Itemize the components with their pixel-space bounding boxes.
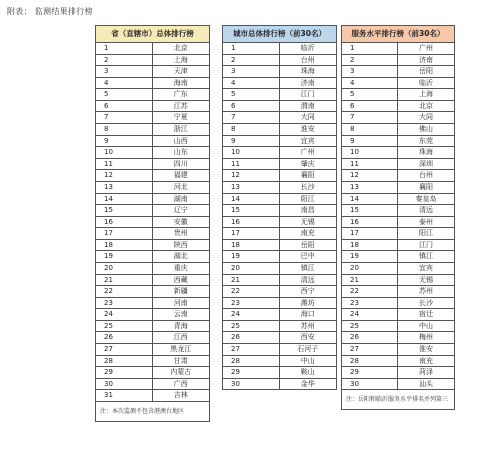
rank-cell: 28 [223, 356, 280, 367]
name-cell: 淮安 [419, 345, 433, 354]
rank-cell: 21 [96, 275, 153, 286]
table-row [342, 321, 454, 333]
table-row [96, 101, 209, 113]
rank-cell: 4 [96, 78, 153, 89]
name-cell: 河北 [173, 182, 188, 191]
table-row [223, 194, 336, 206]
rank-cell: 10 [342, 147, 398, 158]
rank-cell: 9 [342, 136, 398, 147]
rank-cell: 13 [223, 182, 280, 193]
name-cell: 中山 [300, 356, 315, 365]
name-cell: 苏州 [419, 287, 433, 296]
name-cell: 珠海 [300, 67, 315, 76]
table-row [223, 89, 336, 101]
rank-cell: 23 [342, 298, 398, 309]
rank-cell: 13 [342, 182, 398, 193]
table-row [223, 332, 336, 344]
table-row [96, 379, 209, 391]
name-cell: 广东 [173, 90, 188, 99]
table-row [223, 240, 336, 252]
name-cell: 西藏 [173, 275, 188, 284]
name-cell: 南充 [300, 229, 315, 238]
table-row [342, 89, 454, 101]
rank-cell: 14 [96, 194, 153, 205]
rank-cell: 30 [223, 379, 280, 390]
rank-cell: 10 [96, 147, 153, 158]
city-ranking-table [222, 25, 337, 390]
rank-cell: 21 [223, 275, 280, 286]
rank-cell: 13 [96, 182, 153, 193]
name-cell: 江门 [419, 240, 433, 249]
rank-cell: 6 [96, 101, 153, 112]
table-row [342, 309, 454, 321]
name-cell: 江西 [173, 333, 188, 342]
rank-cell: 7 [342, 112, 398, 123]
table-row [223, 356, 336, 368]
table-row [96, 344, 209, 356]
rank-cell: 27 [96, 344, 153, 355]
service-ranking-table [341, 25, 455, 410]
name-cell: 东莞 [419, 136, 433, 145]
table-title: 城市总体排行榜（前30名） [223, 26, 336, 43]
name-cell: 阳江 [419, 229, 433, 238]
table-row [342, 55, 454, 67]
rank-cell: 31 [96, 390, 153, 401]
name-cell: 珠海 [419, 148, 433, 157]
table-row [342, 344, 454, 356]
name-cell: 天津 [173, 67, 188, 76]
rank-cell: 12 [342, 170, 398, 181]
table-row [223, 136, 336, 148]
table-row [223, 321, 336, 333]
table-row [342, 147, 454, 159]
name-cell: 上海 [173, 55, 188, 64]
rank-cell: 30 [96, 379, 153, 390]
table-row [223, 275, 336, 287]
rank-cell: 29 [223, 367, 280, 378]
table-title: 服务水平排行榜（前30名） [342, 26, 454, 43]
table-row [342, 356, 454, 368]
rank-cell: 4 [223, 78, 280, 89]
rank-cell: 14 [342, 194, 398, 205]
rank-cell: 30 [342, 379, 398, 390]
table-row [96, 251, 209, 263]
table-row [223, 147, 336, 159]
table-row [96, 205, 209, 217]
rank-cell: 9 [96, 136, 153, 147]
rank-cell: 17 [96, 228, 153, 239]
rank-cell: 1 [96, 43, 153, 54]
rank-cell: 29 [342, 367, 398, 378]
table-row [96, 124, 209, 136]
table-row [96, 170, 209, 182]
rank-cell: 19 [96, 251, 153, 262]
name-cell: 梅州 [419, 333, 433, 342]
name-cell: 阳江 [300, 194, 315, 203]
rank-cell: 8 [342, 124, 398, 135]
table-row [342, 275, 454, 287]
rank-cell: 8 [223, 124, 280, 135]
table-row [223, 124, 336, 136]
rank-cell: 27 [223, 344, 280, 355]
table-row [223, 379, 336, 390]
table-row [342, 136, 454, 148]
name-cell: 深圳 [419, 159, 433, 168]
name-cell: 西安 [300, 333, 315, 342]
table-row [223, 112, 336, 124]
rank-cell: 14 [223, 194, 280, 205]
table-row [96, 217, 209, 229]
rank-cell: 28 [342, 356, 398, 367]
rank-cell: 15 [96, 205, 153, 216]
name-cell: 北京 [173, 44, 188, 52]
name-cell: 济南 [300, 78, 315, 87]
province-ranking-table [95, 25, 210, 422]
name-cell: 清远 [300, 275, 315, 284]
name-cell: 江门 [300, 90, 315, 99]
rank-cell: 22 [96, 286, 153, 297]
name-cell: 江苏 [173, 101, 188, 110]
name-cell: 秦皇岛 [415, 194, 437, 203]
rank-cell: 18 [223, 240, 280, 251]
name-cell: 菏泽 [419, 368, 433, 377]
rank-cell: 12 [96, 170, 153, 181]
table-row [96, 356, 209, 368]
name-cell: 镇江 [419, 252, 433, 261]
rank-cell: 24 [223, 309, 280, 320]
table-row [96, 228, 209, 240]
rank-cell: 7 [223, 112, 280, 123]
name-cell: 湖南 [173, 194, 188, 203]
name-cell: 佛山 [419, 125, 433, 134]
rank-cell: 2 [342, 55, 398, 66]
table-row [96, 147, 209, 159]
table-row [223, 170, 336, 182]
name-cell: 陕西 [173, 240, 188, 249]
name-cell: 襄阳 [300, 171, 315, 180]
name-cell: 重庆 [173, 263, 188, 272]
name-cell: 新疆 [173, 287, 188, 296]
rank-cell: 21 [342, 275, 398, 286]
rank-cell: 10 [223, 147, 280, 158]
table-row [342, 205, 454, 217]
table-row [223, 367, 336, 379]
table-rows [342, 43, 454, 389]
name-cell: 辽宁 [173, 206, 188, 215]
name-cell: 宜宾 [300, 136, 315, 145]
name-cell: 上海 [419, 90, 433, 99]
name-cell: 无锡 [300, 217, 315, 226]
name-cell: 四川 [173, 159, 188, 168]
table-rows [223, 43, 336, 389]
rank-cell: 26 [96, 332, 153, 343]
name-cell: 临沂 [300, 44, 315, 52]
rank-cell: 2 [96, 55, 153, 66]
table-row [96, 78, 209, 90]
table-row [96, 367, 209, 379]
name-cell: 浙江 [173, 125, 188, 134]
rank-cell: 19 [342, 251, 398, 262]
rank-cell: 20 [96, 263, 153, 274]
rank-cell: 22 [342, 286, 398, 297]
rank-cell: 16 [342, 217, 398, 228]
name-cell: 济南 [419, 55, 433, 64]
table-row [342, 159, 454, 171]
table-row [342, 43, 454, 55]
name-cell: 南昌 [300, 206, 315, 215]
table-row [223, 43, 336, 55]
name-cell: 潍坊 [300, 298, 315, 307]
table-row [342, 182, 454, 194]
name-cell: 贵州 [173, 229, 188, 238]
name-cell: 云南 [173, 310, 188, 319]
table-row [342, 78, 454, 90]
rank-cell: 15 [342, 205, 398, 216]
table-row [96, 390, 209, 401]
name-cell: 南充 [419, 356, 433, 365]
name-cell: 镇江 [300, 263, 315, 272]
table-row [96, 240, 209, 252]
name-cell: 内蒙古 [170, 368, 192, 377]
rank-cell: 11 [96, 159, 153, 170]
table-row [223, 182, 336, 194]
table-note: 注：岳阳和临沂服务水平排名并列第三 [342, 389, 454, 409]
rank-cell: 26 [223, 332, 280, 343]
name-cell: 渭南 [300, 101, 315, 110]
rank-cell: 16 [96, 217, 153, 228]
rank-cell: 5 [223, 89, 280, 100]
table-row [223, 55, 336, 67]
name-cell: 苏州 [300, 321, 315, 330]
table-row [96, 159, 209, 171]
table-row [342, 379, 454, 390]
table-row [96, 43, 209, 55]
table-row [223, 101, 336, 113]
name-cell: 广西 [173, 379, 188, 388]
rank-cell: 9 [223, 136, 280, 147]
name-cell: 临沂 [419, 78, 433, 87]
rank-cell: 20 [223, 263, 280, 274]
table-row [96, 66, 209, 78]
name-cell: 湖北 [173, 252, 188, 261]
rank-cell: 16 [223, 217, 280, 228]
rank-cell: 26 [342, 332, 398, 343]
name-cell: 北京 [419, 101, 433, 110]
rank-cell: 24 [342, 309, 398, 320]
rank-cell: 5 [342, 89, 398, 100]
name-cell: 大同 [300, 113, 315, 122]
rank-cell: 24 [96, 309, 153, 320]
rank-cell: 18 [342, 240, 398, 251]
rank-cell: 19 [223, 251, 280, 262]
table-rows [96, 43, 209, 401]
table-row [342, 217, 454, 229]
name-cell: 海南 [173, 78, 188, 87]
table-row [96, 89, 209, 101]
name-cell: 吉林 [173, 391, 188, 400]
name-cell: 广州 [300, 148, 315, 157]
table-row [223, 344, 336, 356]
table-row [223, 263, 336, 275]
table-row [96, 321, 209, 333]
table-row [342, 251, 454, 263]
name-cell: 巴中 [300, 252, 315, 261]
rank-cell: 2 [223, 55, 280, 66]
table-row [342, 112, 454, 124]
table-row [223, 309, 336, 321]
name-cell: 山西 [173, 136, 188, 145]
name-cell: 宁夏 [173, 113, 188, 122]
table-row [223, 228, 336, 240]
table-row [223, 159, 336, 171]
name-cell: 岳阳 [419, 67, 433, 76]
name-cell: 鞍山 [300, 368, 315, 377]
table-row [96, 55, 209, 67]
name-cell: 金华 [300, 379, 315, 388]
table-row [223, 205, 336, 217]
name-cell: 宿迁 [419, 310, 433, 319]
rank-cell: 17 [223, 228, 280, 239]
rank-cell: 27 [342, 344, 398, 355]
table-row [223, 217, 336, 229]
name-cell: 清远 [419, 206, 433, 215]
table-row [342, 286, 454, 298]
page-caption: 附表： 监测结果排行榜 [7, 7, 93, 16]
rank-cell: 17 [342, 228, 398, 239]
table-row [96, 112, 209, 124]
name-cell: 西宁 [300, 287, 315, 296]
table-row [342, 228, 454, 240]
rank-cell: 23 [223, 298, 280, 309]
rank-cell: 1 [223, 43, 280, 54]
rank-cell: 6 [223, 101, 280, 112]
rank-cell: 28 [96, 356, 153, 367]
name-cell: 台州 [300, 55, 315, 64]
rank-cell: 8 [96, 124, 153, 135]
table-row [342, 101, 454, 113]
table-row [96, 298, 209, 310]
rank-cell: 1 [342, 43, 398, 54]
table-row [96, 136, 209, 148]
rank-cell: 22 [223, 286, 280, 297]
table-row [342, 124, 454, 136]
name-cell: 襄阳 [419, 182, 433, 191]
rank-cell: 15 [223, 205, 280, 216]
table-row [342, 66, 454, 78]
table-row [96, 182, 209, 194]
rank-cell: 3 [96, 66, 153, 77]
rank-cell: 29 [96, 367, 153, 378]
name-cell: 长沙 [419, 298, 433, 307]
name-cell: 甘肃 [173, 356, 188, 365]
name-cell: 福建 [173, 171, 188, 180]
name-cell: 宜宾 [419, 263, 433, 272]
table-row [96, 286, 209, 298]
name-cell: 海口 [300, 310, 315, 319]
table-row [223, 251, 336, 263]
table-row [342, 194, 454, 206]
name-cell: 山东 [173, 148, 188, 157]
rank-cell: 25 [342, 321, 398, 332]
name-cell: 广州 [419, 44, 433, 52]
name-cell: 岳阳 [300, 240, 315, 249]
table-row [342, 240, 454, 252]
rank-cell: 3 [342, 66, 398, 77]
table-row [96, 263, 209, 275]
name-cell: 大同 [419, 113, 433, 122]
rank-cell: 11 [223, 159, 280, 170]
name-cell: 肇庆 [300, 159, 315, 168]
rank-cell: 23 [96, 298, 153, 309]
table-row [342, 263, 454, 275]
name-cell: 淮安 [300, 125, 315, 134]
name-cell: 安徽 [173, 217, 188, 226]
rank-cell: 6 [342, 101, 398, 112]
name-cell: 青海 [173, 321, 188, 330]
rank-cell: 25 [96, 321, 153, 332]
table-row [223, 298, 336, 310]
rank-cell: 3 [223, 66, 280, 77]
table-row [223, 66, 336, 78]
rank-cell: 25 [223, 321, 280, 332]
table-row [342, 170, 454, 182]
table-row [223, 286, 336, 298]
table-row [96, 309, 209, 321]
table-row [96, 194, 209, 206]
rank-cell: 7 [96, 112, 153, 123]
table-row [342, 332, 454, 344]
name-cell: 河南 [173, 298, 188, 307]
name-cell: 无锡 [419, 275, 433, 284]
name-cell: 汕头 [419, 379, 433, 388]
rank-cell: 18 [96, 240, 153, 251]
rank-cell: 20 [342, 263, 398, 274]
table-title: 省（直辖市）总体排行榜 [96, 26, 209, 43]
name-cell: 长沙 [300, 182, 315, 191]
rank-cell: 4 [342, 78, 398, 89]
table-row [96, 332, 209, 344]
name-cell: 台州 [419, 171, 433, 180]
rank-cell: 5 [96, 89, 153, 100]
name-cell: 中山 [419, 321, 433, 330]
name-cell: 石河子 [297, 345, 319, 354]
rank-cell: 11 [342, 159, 398, 170]
table-row [342, 298, 454, 310]
rank-cell: 12 [223, 170, 280, 181]
table-row [96, 275, 209, 287]
table-row [223, 78, 336, 90]
table-note: 注：本次监测不包含港澳台地区 [96, 401, 209, 421]
name-cell: 黑龙江 [170, 345, 192, 354]
name-cell: 泰州 [419, 217, 433, 226]
table-row [342, 367, 454, 379]
